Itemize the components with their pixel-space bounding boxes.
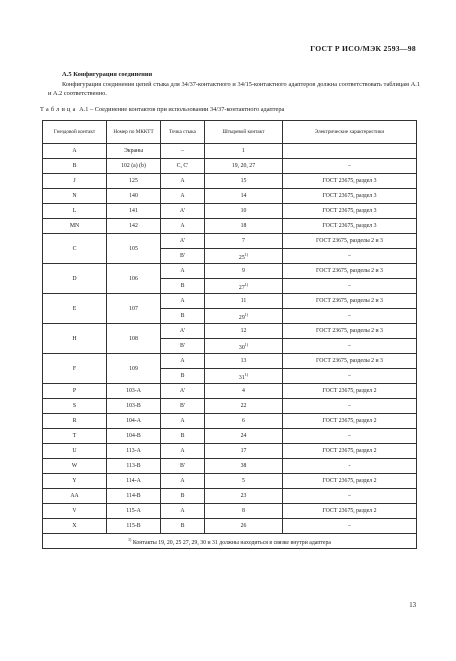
socket-contact-cell: F: [43, 354, 107, 384]
electrical-characteristics-cell: [283, 144, 417, 159]
socket-contact-cell: A: [43, 144, 107, 159]
table-body: [43, 144, 417, 534]
socket-contact-cell: H: [43, 324, 107, 354]
pin-number: 27: [238, 284, 245, 291]
pin-contact-cell: [205, 459, 283, 474]
pin-number: 30: [238, 344, 245, 351]
ccitt-number-cell: 115-B: [107, 519, 161, 534]
ccitt-number-cell: 125: [107, 174, 161, 189]
ccitt-number-cell: 102 (a) (b): [107, 159, 161, 174]
interface-point-cell: B: [161, 309, 205, 324]
ccitt-number-cell: 113-A: [107, 444, 161, 459]
footnote-ref: 1): [244, 311, 249, 317]
pin-contact-cell: [205, 189, 283, 204]
contact-table: [42, 120, 417, 549]
pin-contact-cell: [205, 279, 283, 294]
socket-contact-cell: U: [43, 444, 107, 459]
pin-number: 24: [240, 433, 247, 439]
interface-point-cell: A: [161, 474, 205, 489]
socket-contact-cell: R: [43, 414, 107, 429]
interface-point-cell: A: [161, 354, 205, 369]
table-row: [43, 504, 417, 519]
electrical-characteristics-cell: ГОСТ 23675, раздел 2: [283, 384, 417, 399]
electrical-characteristics-cell: -: [283, 459, 417, 474]
pin-contact-cell: [205, 234, 283, 249]
interface-point-cell: –: [161, 144, 205, 159]
electrical-characteristics-cell: ГОСТ 23675, раздел 2: [283, 504, 417, 519]
pin-contact-cell: [205, 309, 283, 324]
socket-contact-cell: E: [43, 294, 107, 324]
electrical-characteristics-cell: –: [283, 369, 417, 384]
table-row: [43, 264, 417, 279]
footnote-ref: 1): [244, 371, 249, 377]
header-electrical-characteristics: Электрические характеристики: [283, 121, 417, 144]
table-row: [43, 489, 417, 504]
table-header-row: [43, 121, 417, 144]
socket-contact-cell: X: [43, 519, 107, 534]
footnote-row: [43, 534, 417, 549]
pin-contact-cell: [205, 339, 283, 354]
ccitt-number-cell: 113-B: [107, 459, 161, 474]
table-row: [43, 399, 417, 414]
page-number: 13: [409, 602, 416, 609]
interface-point-cell: B: [161, 489, 205, 504]
pin-contact-cell: [205, 249, 283, 264]
interface-point-cell: A: [161, 414, 205, 429]
table-row: [43, 354, 417, 369]
socket-contact-cell: Y: [43, 474, 107, 489]
socket-contact-cell: V: [43, 504, 107, 519]
interface-point-cell: A': [161, 234, 205, 249]
table-caption-text: А.1 – Соединение контактов при использовании 34/37-контактного адаптера: [77, 106, 285, 113]
interface-point-cell: A: [161, 264, 205, 279]
pin-number: 4: [242, 388, 245, 394]
pin-contact-cell: [205, 369, 283, 384]
socket-contact-cell: D: [43, 264, 107, 294]
interface-point-cell: C, C': [161, 159, 205, 174]
pin-contact-cell: [205, 324, 283, 339]
socket-contact-cell: MN: [43, 219, 107, 234]
table-row: [43, 144, 417, 159]
electrical-characteristics-cell: ГОСТ 23675, разделы 2 и 3: [283, 264, 417, 279]
table-row: [43, 444, 417, 459]
electrical-characteristics-cell: –: [283, 339, 417, 354]
ccitt-number-cell: 114-B: [107, 489, 161, 504]
interface-point-cell: A: [161, 294, 205, 309]
table-row: [43, 459, 417, 474]
electrical-characteristics-cell: –: [283, 519, 417, 534]
header-socket-contact: Гнездовой контакт: [43, 121, 107, 144]
electrical-characteristics-cell: ГОСТ 23675, разделы 2 и 3: [283, 324, 417, 339]
ccitt-number-cell: 114-A: [107, 474, 161, 489]
pin-number: 29: [238, 314, 245, 321]
interface-point-cell: B': [161, 339, 205, 354]
pin-number: 7: [242, 238, 245, 244]
socket-contact-cell: W: [43, 459, 107, 474]
pin-number: 11: [240, 298, 247, 304]
pin-contact-cell: [205, 204, 283, 219]
interface-point-cell: A: [161, 189, 205, 204]
header-ccitt-number: Номер по МККТТ: [107, 121, 161, 144]
pin-contact-cell: [205, 219, 283, 234]
footnote-text: Контакты 19, 20, 25 27, 29, 30 и 31 должны находиться в связке внутри адаптера: [131, 539, 331, 546]
header-interface-point: Точка стыка: [161, 121, 205, 144]
socket-contact-cell: C: [43, 234, 107, 264]
ccitt-number-cell: 104-B: [107, 429, 161, 444]
interface-point-cell: B: [161, 369, 205, 384]
electrical-characteristics-cell: ГОСТ 23675, разделы 2 и 3: [283, 294, 417, 309]
pin-number: 17: [240, 448, 247, 454]
interface-point-cell: A: [161, 444, 205, 459]
pin-number: 13: [240, 358, 247, 364]
electrical-characteristics-cell: ГОСТ 23675, разделы 2 и 3: [283, 354, 417, 369]
pin-contact-cell: [205, 144, 283, 159]
electrical-characteristics-cell: ГОСТ 23675, раздел 2: [283, 414, 417, 429]
pin-number: 22: [240, 403, 247, 409]
pin-number: 10: [240, 208, 247, 214]
electrical-characteristics-cell: ГОСТ 23675, раздел 2: [283, 474, 417, 489]
pin-number: 25: [238, 254, 245, 261]
electrical-characteristics-cell: ГОСТ 23675, раздел 2: [283, 444, 417, 459]
interface-point-cell: A': [161, 324, 205, 339]
interface-point-cell: B': [161, 249, 205, 264]
pin-contact-cell: [205, 504, 283, 519]
table-row: [43, 174, 417, 189]
interface-point-cell: A': [161, 204, 205, 219]
footnote-ref: 1): [244, 281, 249, 287]
interface-point-cell: A: [161, 219, 205, 234]
interface-point-cell: B: [161, 279, 205, 294]
interface-point-cell: A: [161, 174, 205, 189]
table-row: [43, 234, 417, 249]
ccitt-number-cell: 108: [107, 324, 161, 354]
table-row: [43, 219, 417, 234]
pin-number: 15: [240, 178, 247, 184]
table-row: [43, 429, 417, 444]
socket-contact-cell: J: [43, 174, 107, 189]
table-caption-prefix: Таблица: [40, 106, 78, 113]
socket-contact-cell: B: [43, 159, 107, 174]
pin-number: 18: [240, 223, 247, 229]
ccitt-number-cell: 106: [107, 264, 161, 294]
pin-contact-cell: [205, 294, 283, 309]
socket-contact-cell: AA: [43, 489, 107, 504]
socket-contact-cell: N: [43, 189, 107, 204]
pin-contact-cell: [205, 384, 283, 399]
table-row: [43, 414, 417, 429]
socket-contact-cell: S: [43, 399, 107, 414]
electrical-characteristics-cell: ГОСТ 23675, раздел 3: [283, 189, 417, 204]
section-title: А.5 Конфигурация соединения: [62, 71, 153, 78]
pin-number: 14: [240, 193, 247, 199]
ccitt-number-cell: 109: [107, 354, 161, 384]
table-footnote: [43, 534, 417, 549]
socket-contact-cell: T: [43, 429, 107, 444]
pin-contact-cell: [205, 429, 283, 444]
ccitt-number-cell: 115-A: [107, 504, 161, 519]
pin-number: 26: [240, 523, 247, 529]
pin-contact-cell: [205, 264, 283, 279]
pin-contact-cell: [205, 354, 283, 369]
footnote-ref: 1): [244, 341, 249, 347]
pin-number: 9: [242, 268, 245, 274]
pin-number: 19, 20, 27: [231, 163, 256, 169]
table-row: [43, 324, 417, 339]
pin-number: 12: [240, 328, 247, 334]
ccitt-number-cell: 105: [107, 234, 161, 264]
table-row: [43, 159, 417, 174]
socket-contact-cell: L: [43, 204, 107, 219]
ccitt-number-cell: 103-B: [107, 399, 161, 414]
electrical-characteristics-cell: –: [283, 249, 417, 264]
electrical-characteristics-cell: ГОСТ 23675, раздел 3: [283, 204, 417, 219]
ccitt-number-cell: 104-A: [107, 414, 161, 429]
interface-point-cell: A: [161, 504, 205, 519]
pin-number: 8: [242, 508, 245, 514]
interface-point-cell: B: [161, 519, 205, 534]
electrical-characteristics-cell: ГОСТ 23675, раздел 3: [283, 219, 417, 234]
pin-contact-cell: [205, 489, 283, 504]
interface-point-cell: B: [161, 429, 205, 444]
ccitt-number-cell: 141: [107, 204, 161, 219]
electrical-characteristics-cell: ГОСТ 23675, раздел 3: [283, 174, 417, 189]
table-row: [43, 204, 417, 219]
table-row: [43, 384, 417, 399]
pin-number: 6: [242, 418, 245, 424]
ccitt-number-cell: 103-A: [107, 384, 161, 399]
footnote-ref: 1): [244, 251, 249, 257]
pin-contact-cell: [205, 399, 283, 414]
ccitt-number-cell: 107: [107, 294, 161, 324]
pin-number: 5: [242, 478, 245, 484]
interface-point-cell: B': [161, 399, 205, 414]
pin-contact-cell: [205, 474, 283, 489]
pin-contact-cell: [205, 519, 283, 534]
table-row: [43, 189, 417, 204]
pin-number: 23: [240, 493, 247, 499]
electrical-characteristics-cell: –: [283, 279, 417, 294]
ccitt-number-cell: 140: [107, 189, 161, 204]
pin-number: 31: [238, 374, 245, 381]
interface-point-cell: A': [161, 384, 205, 399]
electrical-characteristics-cell: –: [283, 309, 417, 324]
table-row: [43, 519, 417, 534]
pin-contact-cell: [205, 174, 283, 189]
footnote-marker: 1): [128, 536, 132, 542]
electrical-characteristics-cell: –: [283, 399, 417, 414]
ccitt-number-cell: Экраны: [107, 144, 161, 159]
interface-point-cell: B': [161, 459, 205, 474]
header-pin-contact: Штыревой контакт: [205, 121, 283, 144]
pin-number: 38: [240, 463, 247, 469]
electrical-characteristics-cell: –: [283, 159, 417, 174]
pin-contact-cell: [205, 414, 283, 429]
ccitt-number-cell: 142: [107, 219, 161, 234]
pin-number: 1: [242, 148, 245, 154]
table-caption: [40, 106, 284, 113]
electrical-characteristics-cell: –: [283, 429, 417, 444]
table-row: [43, 474, 417, 489]
pin-contact-cell: [205, 444, 283, 459]
socket-contact-cell: P: [43, 384, 107, 399]
electrical-characteristics-cell: ГОСТ 23675, разделы 2 и 3: [283, 234, 417, 249]
pin-contact-cell: [205, 159, 283, 174]
standard-header: ГОСТ Р ИСО/МЭК 2593—98: [310, 44, 416, 53]
electrical-characteristics-cell: –: [283, 489, 417, 504]
section-paragraph: Конфигурация соединения цепей стыка для 34/37-контактного и 34/15-контактного адаптеров должна соответствовать таблицам А.1 и А.2 соответственно.: [48, 81, 420, 97]
table-row: [43, 294, 417, 309]
